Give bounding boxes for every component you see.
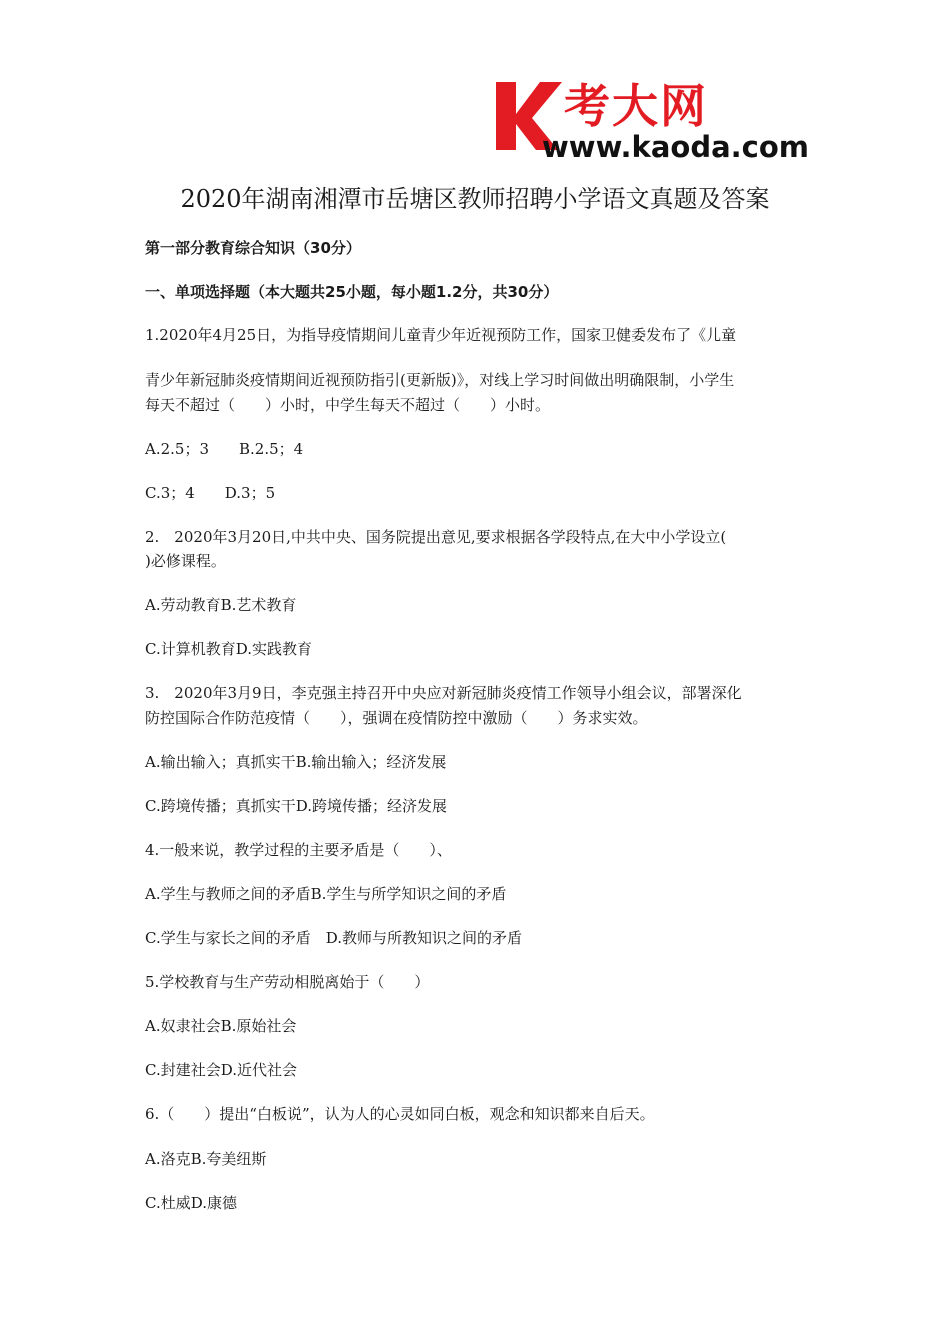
question-2-stem-line-2: )必修课程。 [145,552,226,570]
question-6-options-line-1: A.洛克B.夸美纽斯 [145,1150,267,1168]
question-3-options-line-1: A.输出输入；真抓实干B.输出输入；经济发展 [145,753,447,771]
question-4-options-line-2: C.学生与家长之间的矛盾 D.教师与所教知识之间的矛盾 [145,929,522,947]
question-3-options-line-2: C.跨境传播；真抓实干D.跨境传播；经济发展 [145,797,447,815]
question-1-options-line-1: A.2.5；3 B.2.5；4 [145,440,304,458]
kaoda-logo [492,79,812,164]
question-5-stem-line-1: 5.学校教育与生产劳动相脱离始于（ ） [145,973,430,991]
document-title: 2020年湖南湘潭市岳塘区教师招聘小学语文真题及答案 [180,185,770,213]
part-heading: 一、单项选择题（本大题共25小题，每小题1.2分，共30分） [145,283,559,301]
question-6-stem-line-1: 6.（ ）提出“白板说”，认为人的心灵如同白板，观念和知识都来自后天。 [145,1105,655,1123]
question-3-stem-line-1: 3. 2020年3月9日，李克强主持召开中央应对新冠肺炎疫情工作领导小组会议，部署深化 [145,684,742,702]
question-2-options-line-2: C.计算机教育D.实践教育 [145,640,312,658]
question-5-options-line-2: C.封建社会D.近代社会 [145,1061,297,1079]
logo-brand-text: 考大网 [564,79,708,133]
question-1-stem-line-2: 青少年新冠肺炎疫情期间近视预防指引(更新版)》，对线上学习时间做出明确限制，小学生 [145,371,735,389]
question-4-stem-line-1: 4.一般来说，教学过程的主要矛盾是（ ）、 [145,841,452,859]
question-1-options-line-2: C.3；4 D.3；5 [145,484,276,502]
question-2-options-line-1: A.劳动教育B.艺术教育 [145,596,297,614]
question-3-stem-line-2: 防控国际合作防范疫情（ ），强调在疫情防控中激励（ ）务求实效。 [145,709,648,727]
section-heading: 第一部分教育综合知识（30分） [145,239,361,257]
question-1-stem-line-1: 1.2020年4月25日，为指导疫情期间儿童青少年近视预防工作，国家卫健委发布了《儿童 [145,326,737,344]
question-1-stem-line-3: 每天不超过（ ）小时，中学生每天不超过（ ）小时。 [145,396,551,414]
question-5-options-line-1: A.奴隶社会B.原始社会 [145,1017,297,1035]
logo-url-text: www.kaoda.com [542,130,809,164]
question-4-options-line-1: A.学生与教师之间的矛盾B.学生与所学知识之间的矛盾 [145,885,507,903]
question-2-stem-line-1: 2. 2020年3月20日,中共中央、国务院提出意见,要求根据各学段特点,在大中小学设立( [145,528,727,546]
question-6-options-line-2: C.杜威D.康德 [145,1194,237,1212]
